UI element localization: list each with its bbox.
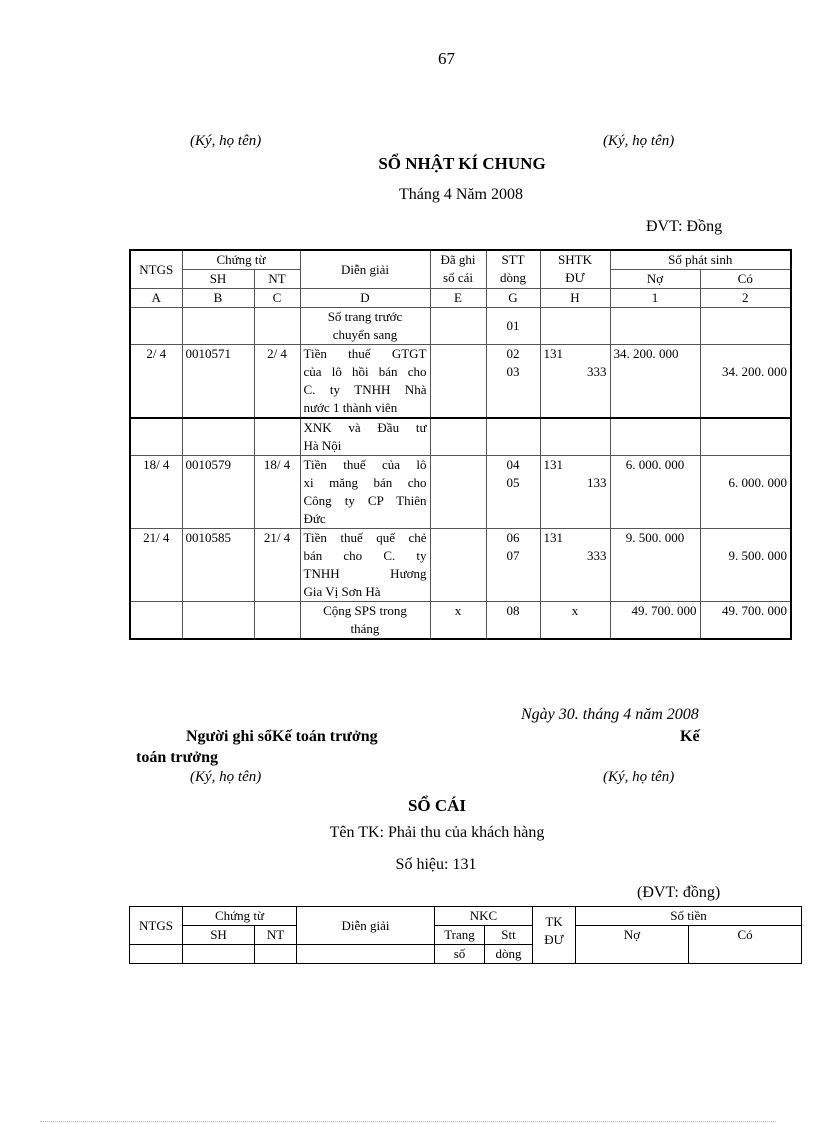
- signer-titles: Người ghi sổKế toán trưởng: [186, 728, 378, 745]
- hdr-sh: SH: [182, 270, 254, 289]
- ledger-hdr-dien-giai: Diễn giải: [297, 907, 435, 945]
- hdr-so-phat-sinh: Số phát sinh: [610, 250, 791, 270]
- hdr-nt: NT: [254, 270, 300, 289]
- journal-table: [129, 249, 792, 640]
- ledger-account-name: Tên TK: Phải thu của khách hàng: [329, 824, 545, 841]
- journal-unit: ĐVT: Đồng: [646, 218, 723, 235]
- top-sign-right: (Ký, họ tên): [603, 133, 675, 149]
- ledger-hdr-so-tien: Số tiền: [576, 907, 802, 926]
- journal-period: Tháng 4 Năm 2008: [399, 186, 523, 203]
- ledger-hdr-so: số: [435, 945, 485, 964]
- ledger-hdr-chung-tu: Chứng từ: [183, 907, 297, 926]
- table-row: 2/ 4 0010571 2/ 4 Tiền thuế GTGT của lô hồi bán cho C. ty TNHH Nhà nước 1 thành viên 02 03 131 333 34. 200. 000 34. 200. 000: [130, 345, 791, 419]
- page-number: 67: [438, 49, 455, 68]
- signer-right: Kế: [680, 728, 700, 745]
- ledger-table: [129, 906, 802, 964]
- code-row: A B C D E G H 1 2: [130, 289, 791, 308]
- table-row: 21/ 4 0010585 21/ 4 Tiền thuế quế chẻ bán cho C. ty TNHH Hương Gia Vị Sơn Hà 06 07 131 333 9. 500. 000 9. 500. 000: [130, 529, 791, 602]
- bottom-sign-right: (Ký, họ tên): [603, 769, 675, 785]
- total-row: Cộng SPS trong tháng x 08 x 49. 700. 000 49. 700. 000: [130, 602, 791, 640]
- hdr-no: Nợ: [610, 270, 700, 289]
- ledger-hdr-ntgs: NTGS: [130, 907, 183, 945]
- ledger-hdr-dong: dòng: [485, 945, 533, 964]
- ledger-hdr-stt: Stt: [485, 926, 533, 945]
- hdr-dien-giai: Diễn giải: [300, 250, 430, 289]
- hdr-da-ghi: Đã ghi sổ cái: [430, 250, 486, 289]
- ledger-hdr-no: Nợ: [576, 926, 689, 964]
- table-row: Số trang trước chuyển sang 01: [130, 308, 791, 345]
- ledger-hdr-co: Có: [689, 926, 802, 964]
- bottom-sign-left: (Ký, họ tên): [190, 769, 262, 785]
- hdr-chung-tu: Chứng từ: [182, 250, 300, 270]
- ledger-hdr-trang: Trang: [435, 926, 485, 945]
- ledger-hdr-tk-du: TK ĐƯ: [533, 907, 576, 964]
- table-row: 18/ 4 0010579 18/ 4 Tiền thuế của lô xi măng bán cho Công ty CP Thiên Đức 04 05 131 133 6. 000. 000 6. 000. 000: [130, 456, 791, 529]
- journal-title: SỔ NHẬT KÍ CHUNG: [378, 154, 546, 173]
- hdr-shtk: SHTK ĐƯ: [540, 250, 610, 289]
- table-row: XNK và Đầu tư Hà Nội: [130, 418, 791, 456]
- signer-wrap: toán trưởng: [136, 749, 219, 766]
- ledger-hdr-nkc: NKC: [435, 907, 533, 926]
- ledger-account-no: Số hiệu: 131: [395, 856, 477, 873]
- ledger-unit: (ĐVT: đồng): [637, 884, 721, 901]
- ledger-hdr-sh: SH: [183, 926, 255, 945]
- date-line: Ngày 30. tháng 4 năm 2008: [521, 706, 699, 723]
- hdr-co: Có: [700, 270, 791, 289]
- ledger-title: SỔ CÁI: [407, 796, 467, 815]
- ledger-hdr-nt: NT: [255, 926, 297, 945]
- page-bottom-divider: [40, 1121, 776, 1122]
- top-sign-left: (Ký, họ tên): [190, 133, 262, 149]
- hdr-ntgs: NTGS: [130, 250, 182, 289]
- hdr-stt: STT dòng: [486, 250, 540, 289]
